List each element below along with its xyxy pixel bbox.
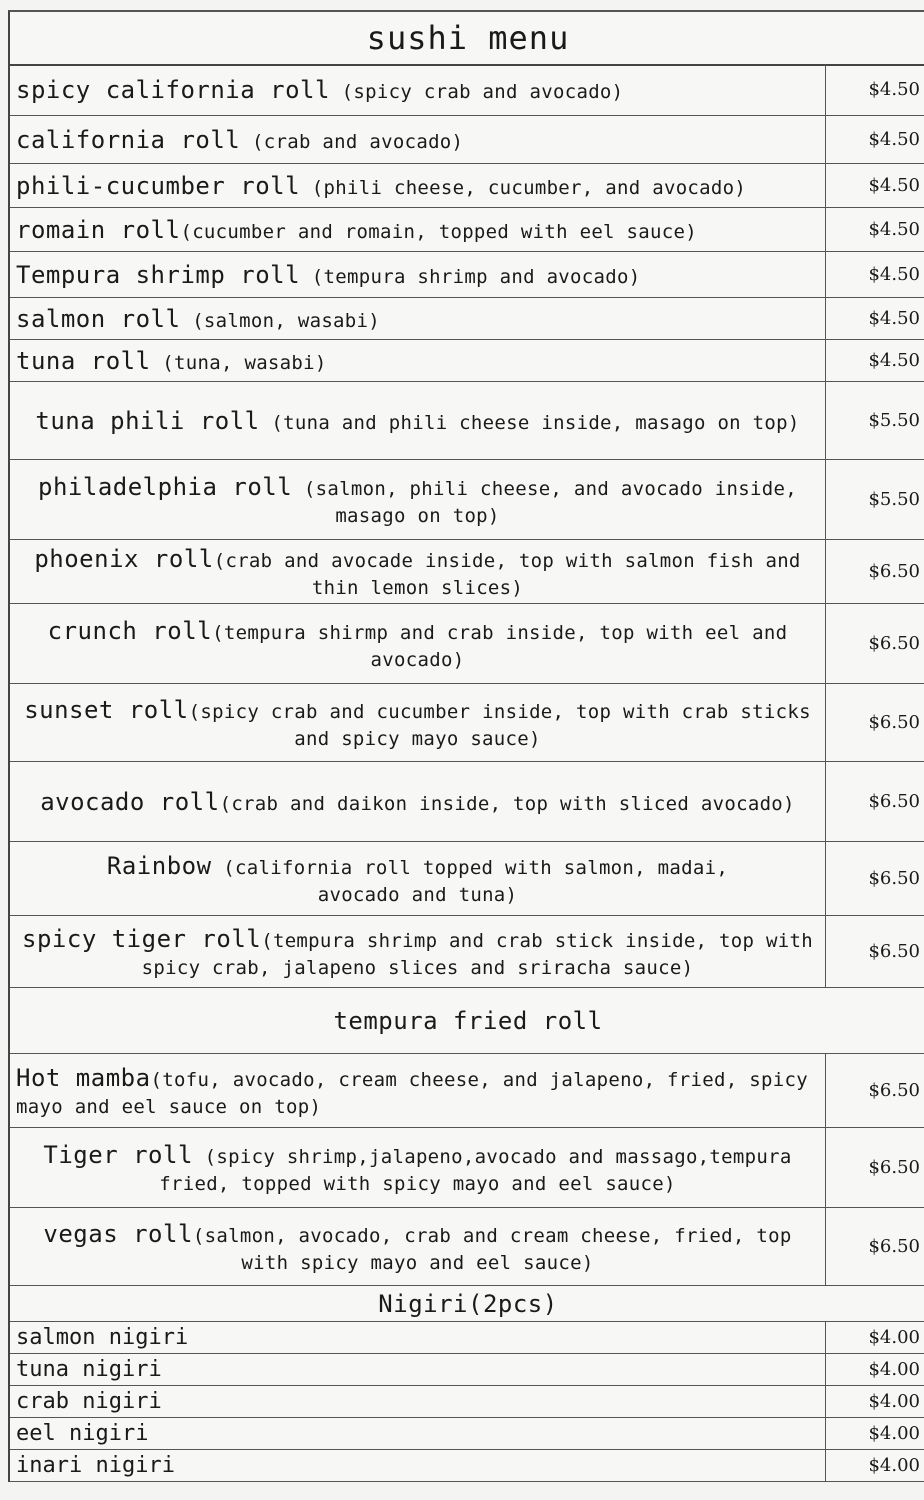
item-description: (tuna, wasabi) xyxy=(150,351,327,374)
menu-item-row xyxy=(10,1054,924,1128)
item-description-cell xyxy=(10,164,826,207)
item-price: $6.50 xyxy=(868,633,920,654)
item-description-cell xyxy=(10,762,826,841)
item-description-continued: thin lemon slices) xyxy=(311,576,524,599)
menu-item-row xyxy=(10,252,924,298)
item-line xyxy=(16,1357,162,1382)
item-line xyxy=(107,852,728,880)
item-line xyxy=(16,1064,808,1092)
item-description: (crab and avocado) xyxy=(240,130,464,153)
item-price: $4.50 xyxy=(868,264,920,285)
item-name: romain roll xyxy=(16,215,181,244)
item-description-continued: avocado and tuna) xyxy=(317,883,518,906)
menu-item-row xyxy=(10,64,924,116)
item-price: $6.50 xyxy=(868,712,920,733)
section-title-nigiri: Nigiri(2pcs) xyxy=(10,1286,924,1322)
item-description-cell xyxy=(10,916,826,987)
item-price: $5.50 xyxy=(868,410,920,431)
item-name: spicy tiger roll xyxy=(22,924,262,953)
item-description-cell xyxy=(10,1208,826,1285)
item-price: $6.50 xyxy=(868,561,920,582)
item-description-cell xyxy=(10,64,826,115)
item-name: spicy california roll xyxy=(16,75,330,104)
item-name: avocado roll xyxy=(40,787,220,816)
item-description-continued: avocado) xyxy=(370,648,465,671)
menu-item-row xyxy=(10,540,924,604)
item-price: $4.00 xyxy=(868,1327,920,1348)
item-description-cell xyxy=(10,1128,826,1207)
item-name: eel nigiri xyxy=(16,1421,149,1446)
menu-item-row xyxy=(10,1128,924,1208)
item-name: Hot mamba xyxy=(16,1063,151,1092)
item-description: (tempura shirmp and crab inside, top with eel and xyxy=(212,621,788,644)
nigiri-row xyxy=(10,1322,924,1354)
item-description-cell xyxy=(10,340,826,381)
item-name: inari nigiri xyxy=(16,1453,175,1478)
menu-item-row xyxy=(10,604,924,684)
item-description-cell xyxy=(10,252,826,297)
item-description-cell xyxy=(10,1354,826,1385)
item-price: $4.00 xyxy=(868,1359,920,1380)
item-name: crunch roll xyxy=(47,616,213,645)
menu-item-row xyxy=(10,208,924,252)
menu-title: sushi menu xyxy=(10,12,924,66)
nigiri-row xyxy=(10,1354,924,1386)
item-description-cell xyxy=(10,460,826,539)
menu-item-row xyxy=(10,762,924,842)
menu-item-row xyxy=(10,116,924,164)
item-description-continued: fried, topped with spicy mayo and eel sauce) xyxy=(159,1172,676,1195)
item-price: $5.50 xyxy=(868,489,920,510)
item-price: $4.50 xyxy=(868,79,920,100)
item-price: $6.50 xyxy=(868,1236,920,1257)
item-line xyxy=(16,172,746,200)
item-name: crab nigiri xyxy=(16,1389,162,1414)
item-description-continued: masago on top) xyxy=(335,504,500,527)
item-price: $6.50 xyxy=(868,1080,920,1101)
item-line xyxy=(16,76,623,104)
menu-item-row xyxy=(10,916,924,988)
item-description-continued: mayo and eel sauce on top) xyxy=(16,1095,322,1118)
nigiri-row xyxy=(10,1450,924,1482)
item-price: $4.50 xyxy=(868,350,920,371)
item-description-cell xyxy=(10,1054,826,1127)
item-description: (salmon, wasabi) xyxy=(180,309,381,332)
item-description-cell xyxy=(10,116,826,163)
item-line xyxy=(43,1141,791,1169)
item-name: philadelphia roll xyxy=(38,472,293,501)
item-name: california roll xyxy=(16,125,241,154)
item-name: sunset roll xyxy=(24,695,189,724)
item-line xyxy=(16,126,463,154)
item-price: $4.50 xyxy=(868,175,920,196)
item-name: phili-cucumber roll xyxy=(16,171,301,200)
item-description: (phili cheese, cucumber, and avocado) xyxy=(300,176,747,199)
menu-item-row xyxy=(10,164,924,208)
item-price: $4.50 xyxy=(868,308,920,329)
item-description: (crab and daikon inside, top with sliced avocado) xyxy=(219,792,795,815)
item-description: (cucumber and romain, topped with eel sauce) xyxy=(180,220,697,243)
item-description-continued: and spicy mayo sauce) xyxy=(294,727,541,750)
item-name: Tempura shrimp roll xyxy=(16,260,301,289)
item-description-cell xyxy=(10,1322,826,1353)
item-description-cell xyxy=(10,1450,826,1481)
item-line xyxy=(35,407,799,435)
item-price: $4.50 xyxy=(868,219,920,240)
menu-item-row xyxy=(10,460,924,540)
item-line xyxy=(16,1389,162,1414)
item-name: tuna phili roll xyxy=(35,406,260,435)
menu-item-row xyxy=(10,842,924,916)
item-price: $6.50 xyxy=(868,941,920,962)
item-line xyxy=(16,1453,175,1478)
item-name: vegas roll xyxy=(43,1219,193,1248)
item-line xyxy=(34,545,800,573)
item-price: $6.50 xyxy=(868,868,920,889)
item-name: Rainbow xyxy=(106,851,212,880)
item-description-cell xyxy=(10,1386,826,1417)
section-title-tempura: tempura fried roll xyxy=(10,988,924,1054)
item-description-cell xyxy=(10,298,826,339)
item-description-cell xyxy=(10,208,826,251)
item-line xyxy=(16,347,327,375)
item-description-cell xyxy=(10,684,826,761)
item-name: salmon roll xyxy=(16,304,181,333)
nigiri-row xyxy=(10,1418,924,1450)
item-line xyxy=(22,925,813,953)
item-description-continued: with spicy mayo and eel sauce) xyxy=(241,1251,594,1274)
item-description-cell xyxy=(10,604,826,683)
menu-item-row xyxy=(10,382,924,460)
item-description: (tofu, avocado, cream cheese, and jalapeno, fried, spicy xyxy=(150,1068,808,1091)
item-name: phoenix roll xyxy=(34,544,214,573)
menu-sheet xyxy=(8,10,924,1482)
item-name: salmon nigiri xyxy=(16,1325,189,1350)
menu-item-row xyxy=(10,684,924,762)
item-price: $6.50 xyxy=(868,1157,920,1178)
item-line xyxy=(16,1421,148,1446)
item-description: (tuna and phili cheese inside, masago on top) xyxy=(259,411,800,434)
item-description: (salmon, phili cheese, and avocado inside, xyxy=(292,477,797,500)
item-description: (spicy crab and cucumber inside, top with crab sticks xyxy=(188,700,811,723)
item-line xyxy=(16,305,380,333)
item-description: (salmon, avocado, crab and cream cheese, fried, top xyxy=(192,1224,792,1247)
item-description: (spicy shrimp,jalapeno,avocado and massago,tempura xyxy=(192,1145,792,1168)
item-line xyxy=(24,696,811,724)
item-description-cell xyxy=(10,382,826,459)
item-line xyxy=(40,788,795,816)
item-description: (tempura shrimp and avocado) xyxy=(300,265,641,288)
item-name: Tiger roll xyxy=(43,1140,193,1169)
item-price: $4.00 xyxy=(868,1423,920,1444)
item-line xyxy=(16,1325,188,1350)
item-description-cell xyxy=(10,1418,826,1449)
item-description: (tempura shrimp and crab stick inside, top with xyxy=(261,929,813,952)
item-line xyxy=(38,473,797,501)
item-name: tuna roll xyxy=(16,346,151,375)
item-description: (california roll topped with salmon, madai, xyxy=(211,856,729,879)
menu-item-row xyxy=(10,1208,924,1286)
nigiri-row xyxy=(10,1386,924,1418)
item-description-cell xyxy=(10,540,826,603)
item-description-continued: spicy crab, jalapeno slices and sriracha sauce) xyxy=(141,956,694,979)
item-line xyxy=(48,617,788,645)
item-description: (spicy crab and avocado) xyxy=(329,80,624,103)
item-price: $4.50 xyxy=(868,129,920,150)
item-line xyxy=(16,216,697,244)
item-name: tuna nigiri xyxy=(16,1357,162,1382)
item-line xyxy=(16,261,640,289)
item-description: (crab and avocade inside, top with salmon fish and xyxy=(213,549,801,572)
menu-item-row xyxy=(10,340,924,382)
menu-item-row xyxy=(10,298,924,340)
item-line xyxy=(43,1220,791,1248)
item-price: $6.50 xyxy=(868,791,920,812)
item-price: $4.00 xyxy=(868,1455,920,1476)
item-description-cell xyxy=(10,842,826,915)
item-price: $4.00 xyxy=(868,1391,920,1412)
